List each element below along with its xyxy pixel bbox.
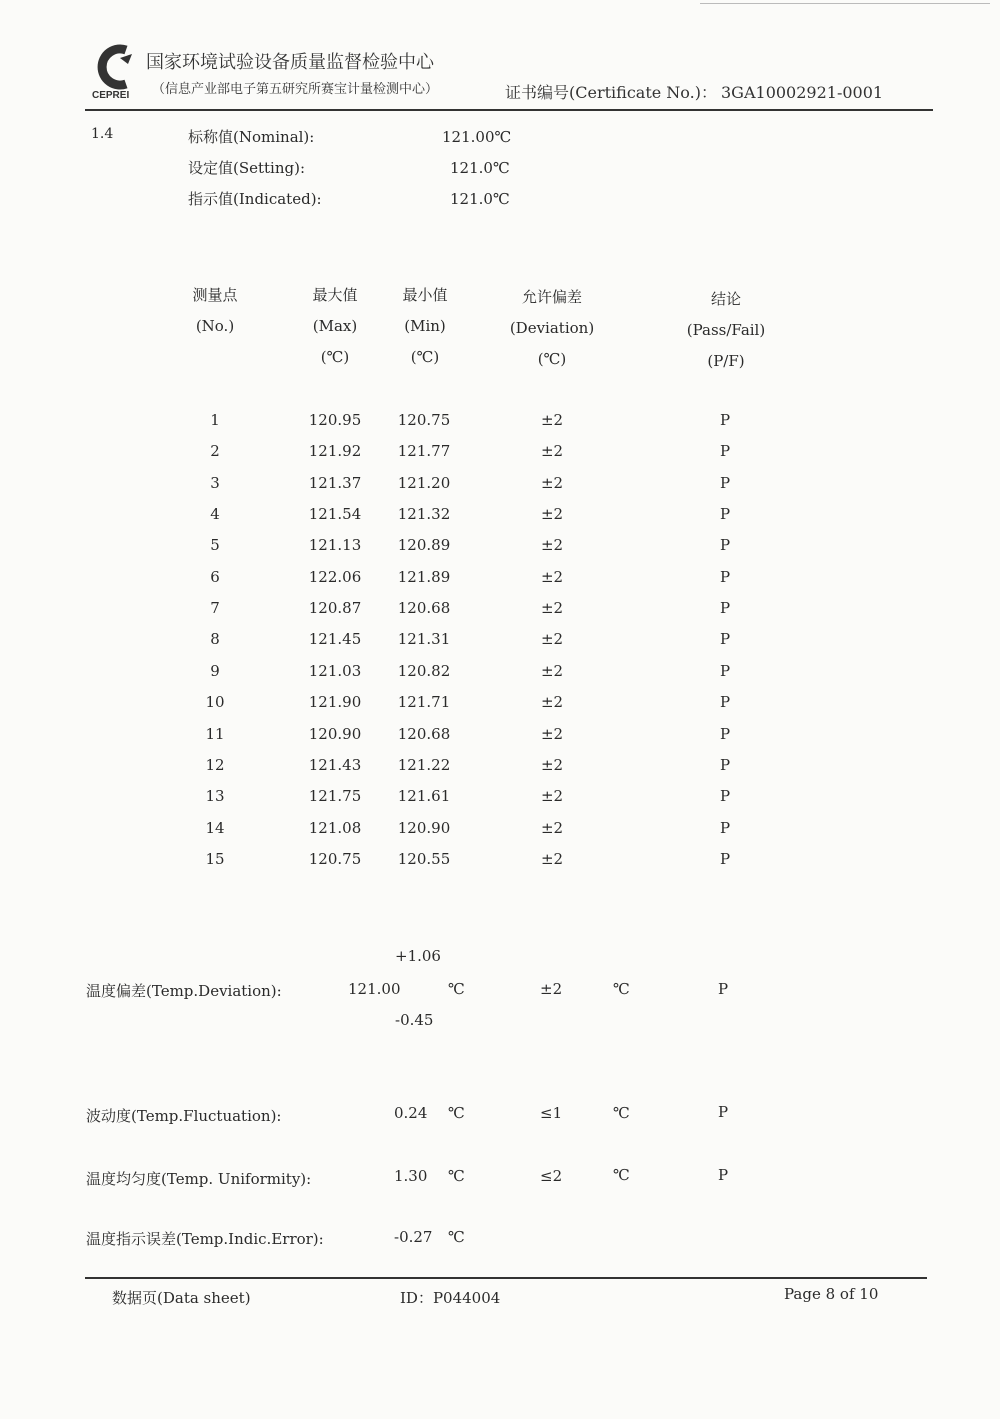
cell-max: 121.90: [308, 693, 362, 711]
cell-result: P: [719, 411, 731, 429]
cell-no: 2: [210, 442, 220, 460]
section-number: 1.4: [91, 126, 114, 142]
cell-result: P: [719, 568, 731, 586]
certificate-number: [505, 80, 887, 103]
setting-label: 设定值(Setting):: [188, 159, 306, 177]
cell-max: 120.87: [308, 599, 362, 617]
cell-result: P: [719, 756, 731, 774]
cell-max: 120.75: [308, 850, 362, 868]
cell-no: 4: [210, 505, 220, 523]
uniformity-result: P: [718, 1166, 729, 1184]
cell-result: P: [719, 693, 731, 711]
cell-min: 121.89: [397, 568, 451, 586]
cell-no: 13: [205, 787, 225, 805]
fluctuation-value: 0.24: [394, 1104, 428, 1122]
cell-deviation: ±2: [540, 819, 564, 837]
cell-max: 120.90: [308, 725, 362, 743]
fluctuation-tol-unit: ℃: [613, 1104, 630, 1122]
cell-deviation: ±2: [540, 599, 564, 617]
cell-deviation: ±2: [540, 411, 564, 429]
cell-result: P: [719, 599, 731, 617]
org-name: 国家环境试验设备质量监督检验中心: [146, 52, 434, 73]
cell-min: 121.31: [397, 630, 451, 648]
cell-max: 121.08: [308, 819, 362, 837]
header-deviation: 允许偏差 (Deviation) (℃): [509, 288, 595, 368]
cell-no: 1: [210, 411, 220, 429]
header-max: 最大值 (Max) (℃): [312, 286, 358, 366]
cell-deviation: ±2: [540, 725, 564, 743]
header-no: 测量点 (No.): [192, 286, 238, 335]
header-rule: [85, 109, 933, 111]
cell-deviation: ±2: [540, 850, 564, 868]
deviation-unit: ℃: [448, 980, 465, 998]
cell-result: P: [719, 850, 731, 868]
cell-result: P: [719, 787, 731, 805]
deviation-tolerance: ±2: [540, 980, 563, 998]
cell-max: 121.92: [308, 442, 362, 460]
header-result: 结论 (Pass/Fail) (P/F): [686, 290, 766, 370]
cell-deviation: ±2: [540, 568, 564, 586]
cell-max: 122.06: [308, 568, 362, 586]
deviation-value: 121.00: [348, 980, 401, 998]
cell-no: 15: [205, 850, 225, 868]
cell-no: 9: [210, 662, 220, 680]
cell-deviation: ±2: [540, 474, 564, 492]
cell-min: 121.71: [397, 693, 451, 711]
deviation-lower: -0.45: [395, 1011, 434, 1029]
cell-min: 120.68: [397, 599, 451, 617]
footer-page: Page 8 of 10: [784, 1285, 879, 1303]
setting-value: 121.0℃: [450, 159, 510, 177]
fluctuation-unit: ℃: [448, 1104, 465, 1122]
cell-no: 8: [210, 630, 220, 648]
cell-max: 121.54: [308, 505, 362, 523]
cell-result: P: [719, 505, 731, 523]
cert-value: 3GA10002921-0001: [721, 83, 884, 102]
cell-min: 121.32: [397, 505, 451, 523]
cell-min: 121.22: [397, 756, 451, 774]
footer-id: ID：P044004: [400, 1289, 501, 1307]
cell-min: 120.75: [397, 411, 451, 429]
cell-min: 120.68: [397, 725, 451, 743]
cell-result: P: [719, 662, 731, 680]
cell-max: 121.37: [308, 474, 362, 492]
cell-min: 121.20: [397, 474, 451, 492]
indic-error-unit: ℃: [448, 1228, 465, 1246]
cell-result: P: [719, 819, 731, 837]
fluctuation-result: P: [718, 1103, 729, 1121]
cell-no: 3: [210, 474, 220, 492]
cell-result: P: [719, 630, 731, 648]
cell-deviation: ±2: [540, 505, 564, 523]
cell-deviation: ±2: [540, 787, 564, 805]
deviation-result: P: [718, 980, 729, 998]
indicated-label: 指示值(Indicated):: [188, 190, 322, 208]
cert-label: 证书编号(Certificate No.)：: [505, 83, 717, 102]
cell-deviation: ±2: [540, 662, 564, 680]
deviation-upper: +1.06: [395, 947, 441, 965]
uniformity-unit: ℃: [448, 1167, 465, 1185]
cell-no: 12: [205, 756, 225, 774]
nominal-value: 121.00℃: [442, 128, 512, 146]
cell-no: 14: [205, 819, 225, 837]
cell-max: 120.95: [308, 411, 362, 429]
uniformity-label: 温度均匀度(Temp. Uniformity):: [86, 1170, 312, 1188]
indicated-value: 121.0℃: [450, 190, 510, 208]
org-subtitle: （信息产业部电子第五研究所赛宝计量检测中心）: [152, 82, 439, 97]
cell-max: 121.13: [308, 536, 362, 554]
cell-deviation: ±2: [540, 693, 564, 711]
cell-max: 121.43: [308, 756, 362, 774]
uniformity-tolerance: ≤2: [540, 1167, 563, 1185]
cepre-logo: [92, 40, 140, 100]
footer-rule: [85, 1277, 927, 1279]
cell-deviation: ±2: [540, 536, 564, 554]
cell-max: 121.45: [308, 630, 362, 648]
cell-no: 5: [210, 536, 220, 554]
cell-no: 6: [210, 568, 220, 586]
cell-deviation: ±2: [540, 756, 564, 774]
header-min: 最小值 (Min) (℃): [402, 286, 448, 366]
cell-min: 121.61: [397, 787, 451, 805]
cell-result: P: [719, 725, 731, 743]
indic-error-label: 温度指示误差(Temp.Indic.Error):: [86, 1230, 324, 1248]
fluctuation-label: 波动度(Temp.Fluctuation):: [86, 1107, 282, 1125]
cell-min: 120.55: [397, 850, 451, 868]
footer-datasheet: 数据页(Data sheet): [112, 1289, 251, 1307]
cell-min: 120.82: [397, 662, 451, 680]
fluctuation-tolerance: ≤1: [540, 1104, 563, 1122]
cell-no: 10: [205, 693, 225, 711]
cell-result: P: [719, 474, 731, 492]
svg-text:CEPREI: CEPREI: [92, 90, 130, 100]
uniformity-tol-unit: ℃: [613, 1166, 630, 1184]
indic-error-value: -0.27: [394, 1228, 433, 1246]
deviation-tol-unit: ℃: [613, 980, 630, 998]
cell-min: 121.77: [397, 442, 451, 460]
cell-no: 7: [210, 599, 220, 617]
cell-min: 120.89: [397, 536, 451, 554]
cell-min: 120.90: [397, 819, 451, 837]
cell-no: 11: [205, 725, 225, 743]
cell-max: 121.75: [308, 787, 362, 805]
cell-deviation: ±2: [540, 442, 564, 460]
cell-result: P: [719, 442, 731, 460]
nominal-label: 标称值(Nominal):: [188, 128, 315, 146]
cell-deviation: ±2: [540, 630, 564, 648]
cell-max: 121.03: [308, 662, 362, 680]
deviation-label: 温度偏差(Temp.Deviation):: [86, 982, 282, 1000]
uniformity-value: 1.30: [394, 1167, 428, 1185]
cell-result: P: [719, 536, 731, 554]
scan-artifact: [700, 3, 990, 4]
